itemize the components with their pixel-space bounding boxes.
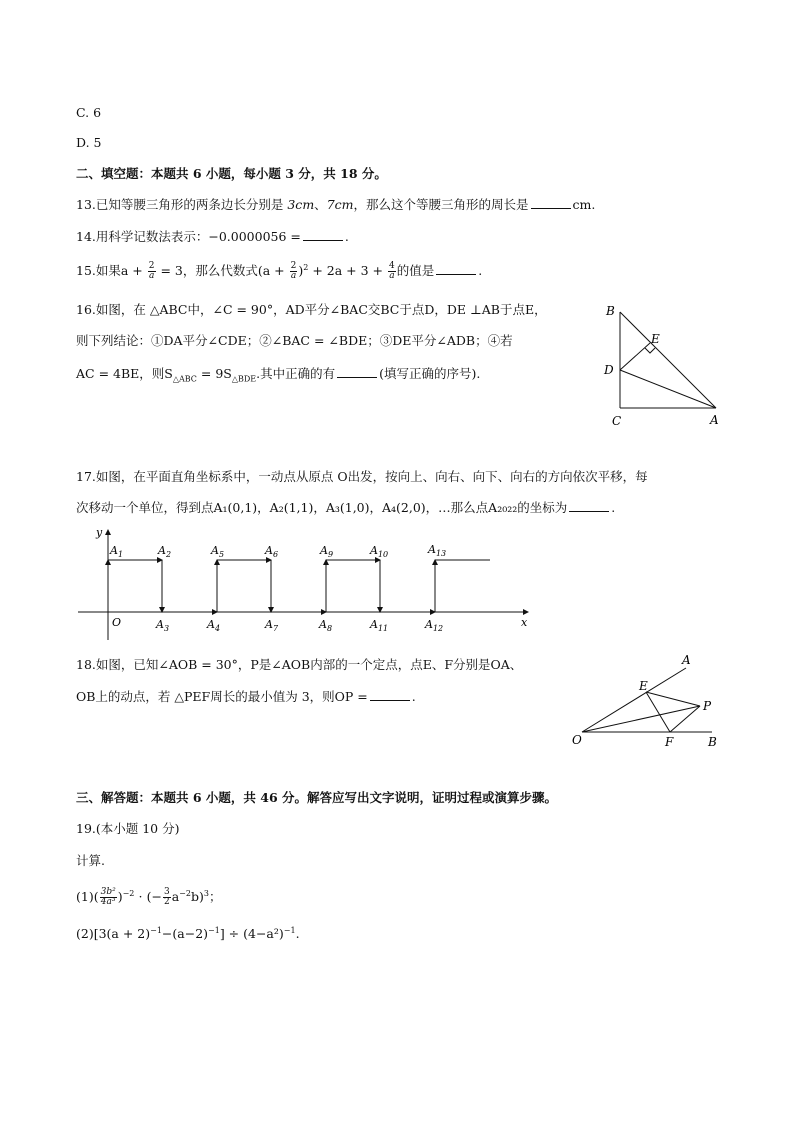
label-f: F bbox=[665, 735, 674, 749]
q16-part: = 9S bbox=[196, 366, 232, 381]
label-a10: $A_{10}$ bbox=[370, 544, 389, 559]
q19-part: b) bbox=[190, 889, 204, 904]
question-17-line2 bbox=[76, 499, 615, 517]
numerator: 2 bbox=[148, 261, 155, 271]
q13-middle: ，那么这个等腰三角形的周长是 bbox=[353, 197, 529, 212]
question-18-line2 bbox=[76, 688, 416, 706]
q13-side-b: 7cm bbox=[326, 197, 354, 212]
ray-oa bbox=[582, 668, 686, 732]
fraction bbox=[148, 262, 156, 281]
question-19-part1 bbox=[76, 888, 221, 907]
denominator: 2 bbox=[163, 897, 170, 907]
q19-part: ； bbox=[208, 889, 222, 904]
subscript: △BDE bbox=[231, 374, 257, 384]
exponent: −2 bbox=[122, 888, 135, 898]
option-d: D. 5 bbox=[76, 135, 102, 150]
segment-ef bbox=[646, 692, 670, 732]
answer-blank bbox=[337, 365, 377, 378]
label-a12: $A_{12}$ bbox=[425, 618, 444, 633]
answer-blank bbox=[436, 262, 476, 275]
label-a13: $A_{13}$ bbox=[428, 543, 447, 558]
label-c: C bbox=[612, 414, 622, 428]
numerator: 3 bbox=[163, 887, 170, 897]
q19-part: ⋅ (− bbox=[138, 889, 162, 904]
fraction bbox=[290, 262, 298, 281]
q19-part: . bbox=[295, 926, 300, 941]
question-14 bbox=[76, 228, 349, 246]
question-17-line1: 17.如图，在平面直角坐标系中，一动点从原点 O出发，按向上、向右、向下、向右的方向依次平移，每 bbox=[76, 469, 648, 484]
label-a11: $A_{11}$ bbox=[370, 618, 389, 633]
question-16-line2: 则下列结论：①DA平分∠CDE；②∠BAC = ∠BDE；③DE平分∠ADB；④若 bbox=[76, 333, 513, 348]
label-a9: $A_9$ bbox=[320, 544, 334, 559]
label-a4: $A_4$ bbox=[207, 618, 221, 633]
question-19-part2 bbox=[76, 925, 300, 943]
question-19-instruction: 计算. bbox=[76, 853, 105, 868]
question-19-heading: 19.(本小题 10 分) bbox=[76, 821, 180, 836]
q18-end: . bbox=[411, 689, 416, 704]
label-a5: $A_5$ bbox=[211, 544, 225, 559]
answer-blank bbox=[303, 228, 343, 241]
q15-part: 15.如果a + bbox=[76, 263, 143, 278]
q13-unit: cm. bbox=[572, 197, 596, 212]
label-a3: $A_3$ bbox=[156, 618, 170, 633]
label-a6: $A_6$ bbox=[265, 544, 279, 559]
fraction bbox=[100, 888, 117, 907]
option-c: C. 6 bbox=[76, 105, 102, 120]
label-y: y bbox=[96, 526, 103, 539]
label-e: E bbox=[639, 679, 648, 693]
coordinate-figure bbox=[70, 520, 540, 645]
q17-end: . bbox=[611, 500, 616, 515]
label-d: D bbox=[604, 363, 614, 377]
q17-part: 次移动一个单位，得到点A₁(0,1)，A₂(1,1)，A₃(1,0)，A₄(2,0)，…那么点A₂₀₂₂的坐标为 bbox=[76, 500, 568, 515]
q15-part: = 3，那么代数式(a + bbox=[160, 263, 285, 278]
answer-blank bbox=[370, 688, 410, 701]
numerator: 2 bbox=[290, 261, 297, 271]
label-b: B bbox=[606, 304, 615, 318]
q19-part: ) bbox=[117, 889, 123, 904]
q16-part: (填写正确的序号). bbox=[379, 366, 481, 381]
exponent: 2 bbox=[303, 262, 309, 272]
triangle-figure bbox=[590, 296, 730, 436]
label-p: P bbox=[703, 699, 712, 713]
section2-title: 二、填空题：本题共 6 小题，每小题 3 分，共 18 分。 bbox=[76, 166, 387, 181]
segment-ba bbox=[620, 312, 716, 408]
numerator: 4 bbox=[389, 261, 395, 271]
exponent: 3 bbox=[203, 888, 209, 898]
label-a7: $A_7$ bbox=[265, 618, 279, 633]
answer-blank bbox=[531, 196, 571, 209]
exponent: −1 bbox=[208, 925, 220, 935]
denominator: a bbox=[290, 271, 297, 281]
q15-part: ) bbox=[298, 263, 304, 278]
question-15 bbox=[76, 262, 482, 281]
label-a2: $A_2$ bbox=[158, 544, 172, 559]
label-a: A bbox=[682, 653, 691, 667]
q19-part: −(a−2) bbox=[161, 926, 209, 941]
q19-part: (2)[3(a + 2) bbox=[76, 926, 151, 941]
q15-part: 的值是 bbox=[396, 263, 435, 278]
question-13 bbox=[76, 196, 595, 214]
denominator: 4a³ bbox=[100, 897, 116, 907]
exponent: −1 bbox=[283, 925, 296, 935]
q15-end: . bbox=[478, 263, 483, 278]
exponent: −1 bbox=[150, 925, 162, 935]
label-a1: $A_1$ bbox=[110, 544, 124, 559]
section3-title: 三、解答题：本题共 6 小题，共 46 分。解答应写出文字说明，证明过程或演算步骤。 bbox=[76, 790, 558, 805]
label-o: O bbox=[572, 733, 582, 747]
q16-part: .其中正确的有 bbox=[256, 366, 336, 381]
q13-sep: 、 bbox=[314, 197, 327, 212]
segment-op bbox=[582, 706, 700, 732]
q14-end: . bbox=[344, 229, 349, 244]
q18-part: OB上的动点，若 △PEF周长的最小值为 3，则OP = bbox=[76, 689, 368, 704]
exponent: −2 bbox=[179, 888, 191, 898]
q19-part: ] ÷ (4−a²) bbox=[219, 926, 284, 941]
right-angle-mark bbox=[645, 348, 655, 353]
numerator: 3b² bbox=[100, 887, 116, 897]
fraction bbox=[163, 888, 171, 907]
denominator: a bbox=[148, 271, 155, 281]
q13-prefix: 13.已知等腰三角形的两条边长分别是 bbox=[76, 197, 288, 212]
denominator: a bbox=[389, 271, 395, 281]
question-16-line3 bbox=[76, 365, 480, 383]
q13-side-a: 3cm bbox=[287, 197, 315, 212]
segment-da bbox=[620, 370, 716, 408]
label-e: E bbox=[651, 332, 660, 346]
segment-fp bbox=[670, 706, 700, 732]
segment-de bbox=[620, 343, 650, 370]
q19-part: (1)( bbox=[76, 889, 99, 904]
label-x: x bbox=[521, 616, 528, 629]
q16-part: AC = 4BE，则S bbox=[76, 366, 173, 381]
answer-blank bbox=[569, 499, 609, 512]
segment-ep bbox=[646, 692, 700, 706]
question-16-line1: 16.如图，在 △ABC中，∠C = 90°，AD平分∠BAC交BC于点D，DE ⊥AB于点E， bbox=[76, 302, 547, 317]
label-b: B bbox=[708, 735, 717, 749]
label-origin: O bbox=[112, 616, 122, 629]
label-a8: $A_8$ bbox=[319, 618, 333, 633]
subscript: △ABC bbox=[172, 374, 197, 384]
label-a: A bbox=[710, 413, 719, 427]
question-18-line1: 18.如图，已知∠AOB = 30°，P是∠AOB内部的一个定点，点E、F分别是OA、 bbox=[76, 657, 523, 672]
q19-part: a bbox=[171, 889, 180, 904]
fraction bbox=[388, 262, 396, 281]
q15-part: + 2a + 3 + bbox=[312, 263, 384, 278]
q14-text: 14.用科学记数法表示：−0.0000056 = bbox=[76, 229, 301, 244]
angle-figure bbox=[566, 650, 726, 750]
